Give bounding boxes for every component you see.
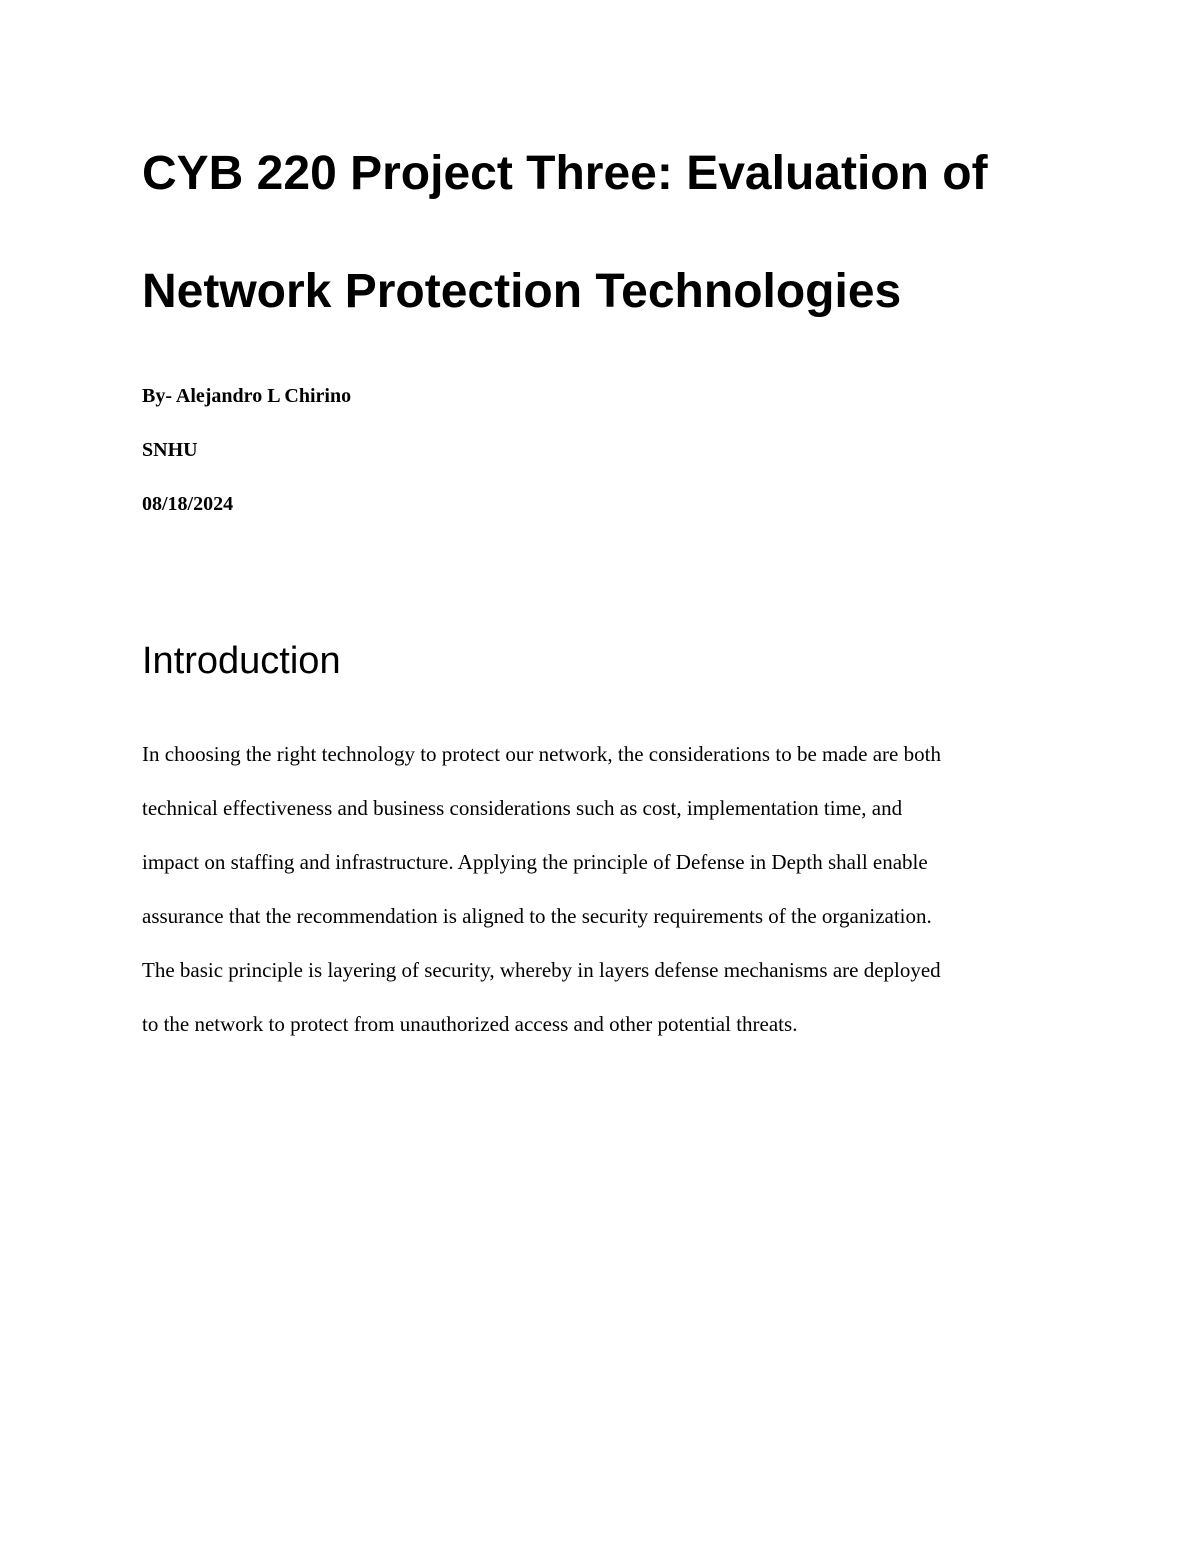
date-line: 08/18/2024 xyxy=(142,493,234,515)
document-title-line-2: Network Protection Technologies xyxy=(142,265,902,318)
institution-line: SNHU xyxy=(142,439,198,461)
paragraph-line: to the network to protect from unauthorized access and other potential threats. xyxy=(142,1012,798,1036)
paragraph-line: In choosing the right technology to protect our network, the considerations to be made are both xyxy=(142,742,941,766)
document-title-line-1: CYB 220 Project Three: Evaluation of xyxy=(142,147,988,200)
paragraph-line: technical effectiveness and business considerations such as cost, implementation time, and xyxy=(142,796,903,820)
paragraph-line: impact on staffing and infrastructure. Applying the principle of Defense in Depth shall enable xyxy=(142,850,928,874)
author-line: By- Alejandro L Chirino xyxy=(142,385,352,407)
paragraph-line: The basic principle is layering of security, whereby in layers defense mechanisms are deployed xyxy=(142,958,941,982)
paragraph-line: assurance that the recommendation is aligned to the security requirements of the organization. xyxy=(142,904,932,928)
section-heading: Introduction xyxy=(142,640,341,682)
